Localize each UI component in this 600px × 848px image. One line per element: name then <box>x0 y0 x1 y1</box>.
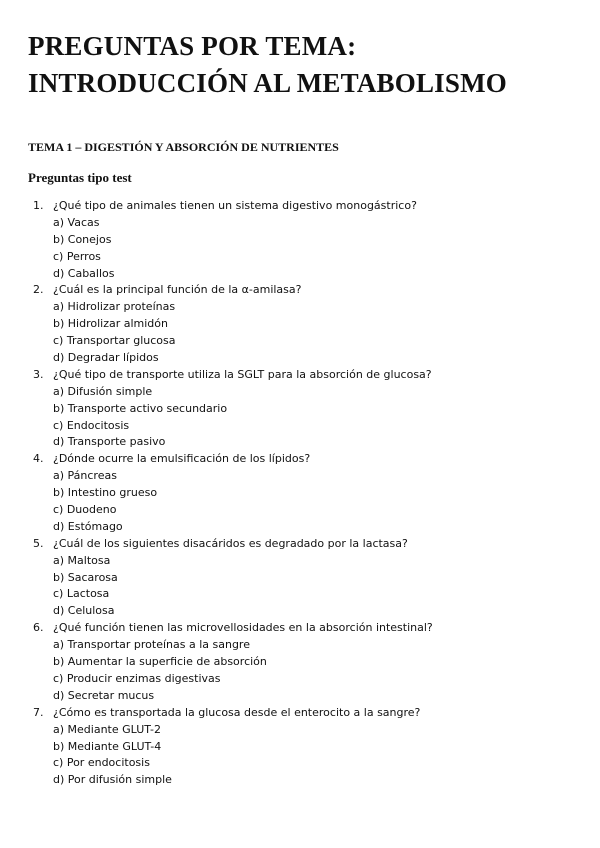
question-item <box>0 536 600 620</box>
question-item <box>0 705 600 789</box>
question-item <box>0 451 600 535</box>
answer-option: d) Estómago <box>53 519 123 533</box>
question-text: ¿Cómo es transportada la glucosa desde el enterocito a la sangre? <box>53 705 421 719</box>
question-line <box>0 198 600 215</box>
question-number: 5. <box>33 536 44 550</box>
question-item <box>0 367 600 451</box>
answer-option: b) Hidrolizar almidón <box>53 317 168 331</box>
answer-option: a) Maltosa <box>53 553 111 567</box>
answer-option: a) Páncreas <box>53 469 117 483</box>
answer-option: a) Transportar proteínas a la sangre <box>53 638 250 652</box>
answer-option: a) Mediante GLUT-2 <box>53 722 161 736</box>
question-number: 4. <box>33 452 44 466</box>
question-number: 1. <box>33 199 44 212</box>
answer-option: c) Lactosa <box>53 587 110 601</box>
answer-option: b) Intestino grueso <box>53 486 158 500</box>
answer-option: d) Degradar lípidos <box>53 351 159 365</box>
answer-option: b) Mediante GLUT-4 <box>53 739 162 753</box>
subheading: Preguntas tipo test <box>28 170 132 185</box>
answer-option: b) Transporte activo secundario <box>53 401 228 415</box>
answer-option: c) Endocitosis <box>53 418 130 432</box>
answer-option: c) Transportar glucosa <box>53 334 176 348</box>
question-line <box>0 536 600 553</box>
answer-option: b) Sacarosa <box>53 570 118 584</box>
answer-option: d) Secretar mucus <box>53 688 155 702</box>
question-number: 2. <box>33 283 44 297</box>
question-text: ¿Cuál de los siguientes disacáridos es degradado por la lactasa? <box>53 536 408 550</box>
answer-option: a) Vacas <box>53 215 100 229</box>
question-text: ¿Cuál es la principal función de la α-amilasa? <box>53 283 302 297</box>
question-list <box>0 198 600 789</box>
answer-option: c) Producir enzimas digestivas <box>53 671 221 685</box>
answer-option: d) Caballos <box>53 266 115 280</box>
answer-option: b) Aumentar la superficie de absorción <box>53 655 267 669</box>
section-heading: TEMA 1 – DIGESTIÓN Y ABSORCIÓN DE NUTRIENTES <box>28 140 339 154</box>
question-number: 7. <box>33 705 44 719</box>
question-text: ¿Qué tipo de transporte utiliza la SGLT para la absorción de glucosa? <box>53 367 432 381</box>
answer-option: c) Duodeno <box>53 503 117 517</box>
question-line <box>0 282 600 299</box>
question-number: 3. <box>33 367 44 381</box>
answer-option: c) Por endocitosis <box>53 756 150 770</box>
question-text: ¿Qué función tienen las microvellosidades en la absorción intestinal? <box>53 621 433 635</box>
question-item <box>0 198 600 282</box>
question-line <box>0 620 600 637</box>
question-line <box>0 451 600 468</box>
question-text: ¿Dónde ocurre la emulsificación de los lípidos? <box>53 452 311 466</box>
answer-option: a) Difusión simple <box>53 384 153 398</box>
page-title: PREGUNTAS POR TEMA: INTRODUCCIÓN AL METABOLISMO <box>28 31 507 98</box>
answer-option: d) Celulosa <box>53 604 115 618</box>
answer-option: c) Perros <box>53 249 101 263</box>
question-item <box>0 620 600 704</box>
question-line <box>0 367 600 384</box>
question-text: ¿Qué tipo de animales tienen un sistema digestivo monogástrico? <box>53 199 417 212</box>
answer-option: d) Transporte pasivo <box>53 435 166 449</box>
question-line <box>0 705 600 722</box>
answer-option: b) Conejos <box>53 232 112 246</box>
answer-option: d) Por difusión simple <box>53 773 172 787</box>
question-number: 6. <box>33 621 44 635</box>
answer-option: a) Hidrolizar proteínas <box>53 300 176 314</box>
question-item <box>0 282 600 366</box>
